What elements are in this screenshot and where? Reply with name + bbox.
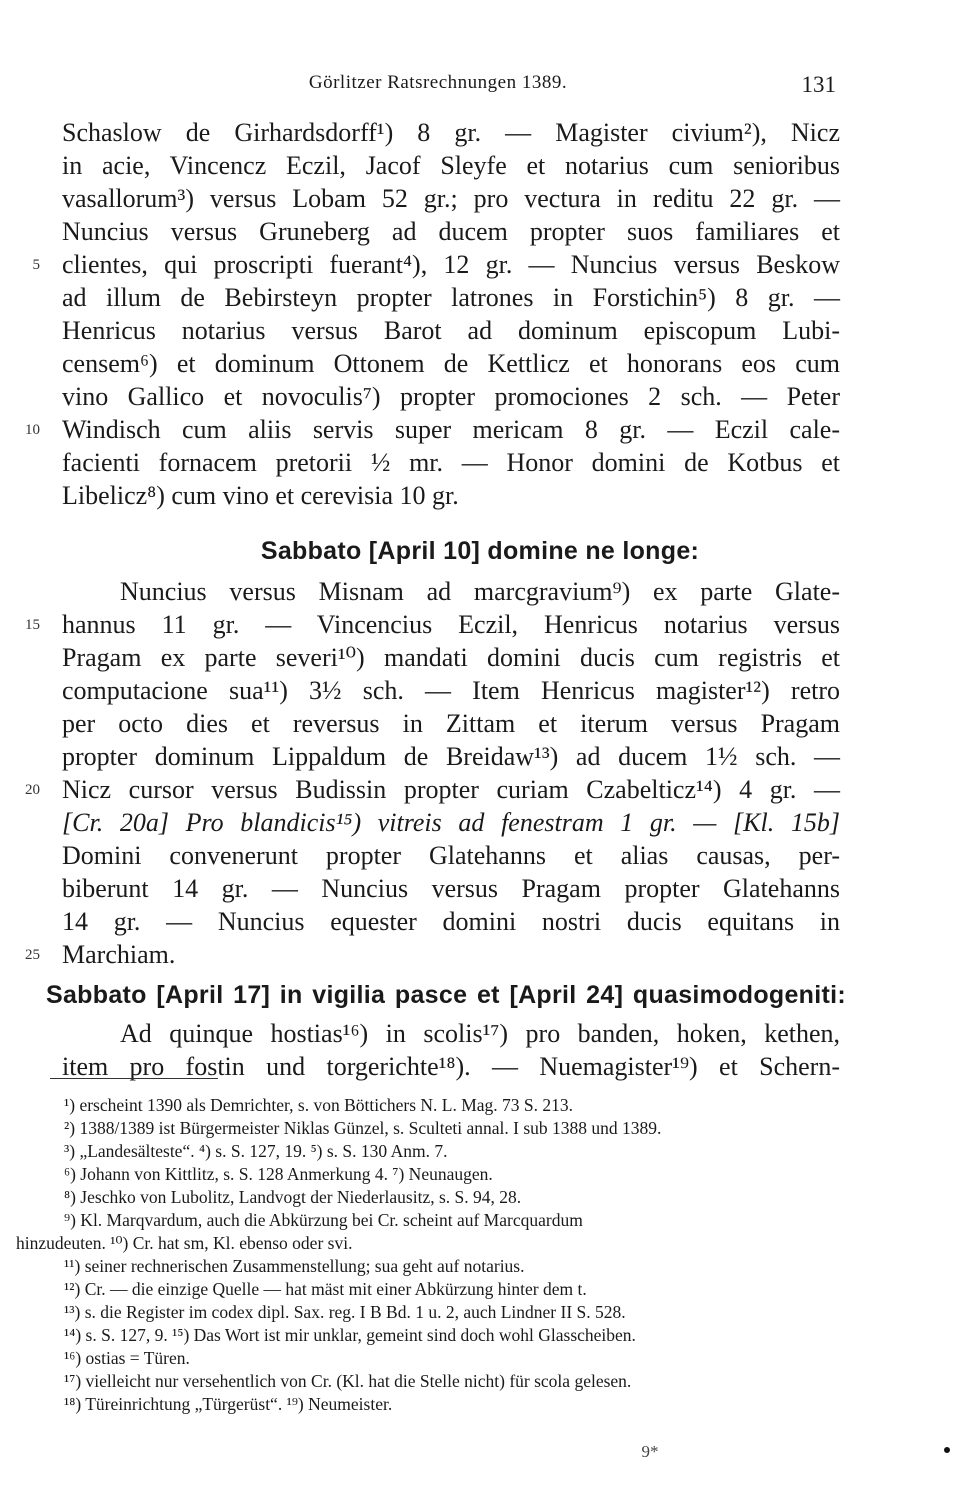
- footnote-rule: [50, 1078, 218, 1079]
- footnote: ¹⁸) Türeinrichtung „Türgerüst“. ¹⁹) Neumeister.: [64, 1394, 393, 1414]
- text-line: vasallorum³) versus Lobam 52 gr.; pro vectura in reditu 22 gr. —: [62, 184, 840, 213]
- footnote: ³) „Landesälteste“. ⁴) s. S. 127, 19. ⁵) s. S. 130 Anm. 7.: [64, 1141, 448, 1161]
- text-line: ad illum de Bebirsteyn propter latrones in Forstichin⁵) 8 gr. —: [62, 283, 840, 312]
- text-line: Domini convenerunt propter Glatehanns et alias causas, per-: [62, 841, 840, 870]
- text-line: Ad quinque hostias¹⁶) in scolis¹⁷) pro banden, hoken, kethen,: [120, 1019, 840, 1048]
- text-line: Windisch cum aliis servis super mericam 8 gr. — Eczil cale-: [62, 415, 840, 444]
- text-line: item pro fostin und torgerichte¹⁸). — Nuemagister¹⁹) et Schern-: [62, 1052, 840, 1081]
- footnote: ¹²) Cr. — die einzige Quelle — hat mäst mit einer Abkürzung hinter dem t.: [64, 1279, 587, 1299]
- text-line: biberunt 14 gr. — Nuncius versus Pragam propter Glatehanns: [62, 874, 840, 903]
- footnote: ⁸) Jeschko von Lubolitz, Landvogt der Niederlausitz, s. S. 94, 28.: [64, 1187, 522, 1207]
- signature-mark: 9*: [641, 1442, 659, 1461]
- text-line: Henricus notarius versus Barot ad dominum episcopum Lubi-: [62, 316, 840, 345]
- text-line: [Cr. 20a] Pro blandicis¹⁵) vitreis ad fenestram 1 gr. — [Kl. 15b]: [62, 808, 840, 837]
- footnote: ¹⁴) s. S. 127, 9. ¹⁵) Das Wort ist mir unklar, gemeint sind doch wohl Glasscheiben.: [64, 1325, 636, 1345]
- text-line: clientes, qui proscripti fuerant⁴), 12 gr. — Nuncius versus Beskow: [62, 250, 840, 279]
- line-number: 5: [32, 257, 40, 273]
- line-number: 20: [25, 782, 40, 798]
- running-head: Görlitzer Ratsrechnungen 1389.: [308, 72, 568, 93]
- text-line: Marchiam.: [62, 940, 176, 969]
- text-line: censem⁶) et dominum Ottonem de Kettlicz et honorans eos cum: [62, 349, 840, 378]
- section-heading: Sabbato [April 17] in vigilia pasce et [April 24] quasimodogeniti:: [46, 981, 846, 1009]
- text-line: in acie, Vincencz Eczil, Jacof Sleyfe et notarius cum senioribus: [62, 151, 840, 180]
- text-line: 14 gr. — Nuncius equester domini nostri ducis equitans in: [62, 907, 840, 936]
- edge-mark: [944, 1447, 950, 1453]
- line-number: 25: [25, 947, 40, 963]
- text-line: Nuncius versus Gruneberg ad ducem propter suos familiares et: [62, 217, 840, 246]
- footnote: hinzudeuten. ¹⁰) Cr. hat sm, Kl. ebenso oder svi.: [16, 1233, 353, 1253]
- page-header: [0, 72, 960, 102]
- text-line: Schaslow de Girhardsdorff¹) 8 gr. — Magister civium²), Nicz: [62, 118, 840, 147]
- footnote: ²) 1388/1389 ist Bürgermeister Niklas Günzel, s. Sculteti annal. I sub 1388 und 1389.: [64, 1118, 662, 1138]
- text-line: Nicz cursor versus Budissin propter curiam Czabelticz¹⁴) 4 gr. —: [62, 775, 840, 804]
- footnote: ¹³) s. die Register im codex dipl. Sax. reg. I B Bd. 1 u. 2, auch Lindner II S. 528.: [64, 1302, 626, 1322]
- text-line: computacione sua¹¹) 3½ sch. — Item Henricus magister¹²) retro: [62, 676, 840, 705]
- text-line: per octo dies et reversus in Zittam et iterum versus Pragam: [62, 709, 840, 738]
- footnote: ⁹) Kl. Marqvardum, auch die Abkürzung bei Cr. scheint auf Marcquardum: [64, 1210, 583, 1230]
- text-line: facienti fornacem pretorii ½ mr. — Honor domini de Kotbus et: [62, 448, 840, 477]
- text-line: hannus 11 gr. — Vincencius Eczil, Henricus notarius versus: [62, 610, 840, 639]
- text-line: Libelicz⁸) cum vino et cerevisia 10 gr.: [62, 481, 459, 510]
- text-line: Nuncius versus Misnam ad marcgravium⁹) ex parte Glate-: [120, 577, 840, 606]
- footnote: ¹⁷) vielleicht nur versehentlich von Cr. (Kl. hat die Stelle nicht) für scola gelesen.: [64, 1371, 632, 1391]
- footnote: ¹¹) seiner rechnerischen Zusammenstellung; sua geht auf notarius.: [64, 1256, 525, 1276]
- text-line: vino Gallico et novoculis⁷) propter promociones 2 sch. — Peter: [62, 382, 840, 411]
- page-number: 131: [801, 72, 836, 97]
- text-line: propter dominum Lippaldum de Breidaw¹³) ad ducem 1½ sch. —: [62, 742, 840, 771]
- line-number: 15: [25, 617, 40, 633]
- line-number: 10: [25, 422, 40, 438]
- text-line: Pragam ex parte severi¹⁰) mandati domini ducis cum registris et: [62, 643, 840, 672]
- footnote: ¹⁶) ostias = Türen.: [64, 1348, 190, 1368]
- section-heading: Sabbato [April 10] domine ne longe:: [260, 537, 700, 565]
- footnote: ⁶) Johann von Kittlitz, s. S. 128 Anmerkung 4. ⁷) Neunaugen.: [64, 1164, 493, 1184]
- footnote: ¹) erscheint 1390 als Demrichter, s. von Böttichers N. L. Mag. 73 S. 213.: [64, 1095, 574, 1115]
